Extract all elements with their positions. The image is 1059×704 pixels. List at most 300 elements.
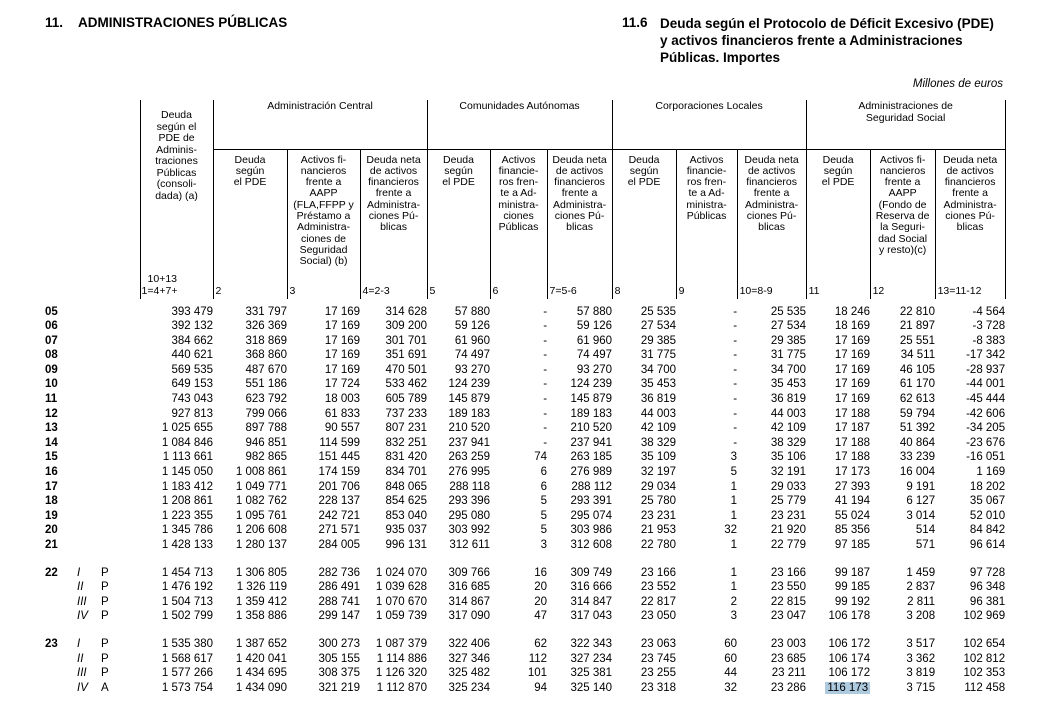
data-cell: 571 [915,539,936,551]
data-cell: 23 550 [770,581,807,594]
data-cell: 1 025 655 [161,422,214,435]
data-cell: 317 043 [570,610,613,623]
estimate-marker [101,305,140,320]
data-cell: 21 953 [640,524,677,537]
data-cell: 17 169 [324,349,361,362]
table-row-IV [45,681,1005,696]
data-cell: 17 169 [834,393,871,406]
col1-title-line: PDE de [158,132,195,144]
data-cell: 2 [730,595,738,608]
year-label: 13 [45,422,58,435]
estimate-marker: P [101,595,109,608]
data-cell: 309 766 [448,566,491,579]
year-label: 22 [45,566,58,579]
data-cell: 1 114 886 [376,652,428,665]
year-label [45,609,77,624]
data-cell: 533 462 [385,378,428,391]
data-cell: 74 [534,451,548,464]
data-cell: 17 188 [834,436,871,449]
data-cell: 23 745 [640,652,677,665]
column-header-line: de activos [747,164,796,177]
data-cell: 1 095 761 [235,509,288,522]
data-cell: 1 326 119 [236,581,288,594]
column-header-line: y resto)(c) [878,243,927,256]
year-label [45,681,77,696]
table-row-II [45,580,1005,595]
data-cell: 1 070 670 [375,595,428,608]
data-cell: 29 385 [770,334,807,347]
table-row-16 [45,465,1005,480]
data-cell: 32 [724,681,738,694]
column-header-line: Deuda neta [366,153,421,166]
data-cell: 23 003 [770,637,807,650]
data-cell: 314 867 [448,595,491,608]
column-number: 8 [614,285,621,298]
data-cell: 23 318 [640,681,677,694]
estimate-marker [101,480,140,495]
column-header-9 [676,149,737,299]
data-cell: 96 348 [969,581,1006,594]
data-cell: 189 183 [448,407,491,420]
data-cell: 42 109 [770,422,807,435]
column-header-line: Deuda [234,153,266,166]
quarter-label [77,377,101,392]
column-header-line: (Fondo de [878,198,927,211]
data-cell: 1 306 805 [235,566,288,579]
column-header-line: blicas [566,221,593,234]
data-cell: 1 420 041 [235,652,288,665]
table-body [45,299,1005,696]
table-row-08 [45,348,1005,363]
year-label: 06 [45,320,58,333]
data-cell: 44 003 [640,407,677,420]
column-header-line: Administra- [296,221,351,234]
data-cell: - [543,363,548,376]
column-header-12 [870,149,935,299]
estimate-marker [101,436,140,451]
column-number: 6 [492,285,499,298]
data-cell: 1 206 608 [235,524,288,537]
column-header-line: AAPP [888,187,917,200]
data-cell: 1 459 [906,566,936,579]
column-header-line: blicas [380,221,407,234]
data-cell: 35 109 [640,451,677,464]
data-cell: -8 383 [972,334,1006,347]
data-cell: 1 126 320 [375,667,428,680]
data-cell: 74 497 [576,349,613,362]
data-cell: 124 239 [448,378,491,391]
year-label: 20 [45,524,58,537]
data-cell: 23 231 [640,509,677,522]
data-cell: 124 239 [570,378,613,391]
quarter-label [77,523,101,538]
column-header-title [361,150,427,234]
data-cell: 831 420 [385,451,428,464]
column-header-line: blicas [758,221,785,234]
data-cell: 1 [730,581,738,594]
column-header-13 [935,149,1005,299]
data-cell: 946 851 [245,436,288,449]
data-cell: 60 [724,637,738,650]
data-cell: 106 174 [828,652,871,665]
data-cell: 99 192 [834,595,871,608]
data-cell: 1 577 266 [161,667,214,680]
data-cell: 18 003 [324,393,361,406]
column-header-title [871,150,935,257]
data-cell: 3 [540,539,548,551]
column-header-line: nancieros [879,164,926,177]
data-cell: - [733,422,738,435]
data-cell: 36 819 [640,393,677,406]
data-cell: 210 520 [570,422,613,435]
quarter-label [77,494,101,509]
quarter-label [77,450,101,465]
data-cell: 22 810 [899,305,936,318]
estimate-marker [101,392,140,407]
data-cell: 34 700 [770,363,807,376]
section-number: 11. [45,15,64,30]
data-cell: 331 797 [245,305,288,318]
data-cell: 1 [730,509,738,522]
data-cell: 25 551 [899,334,936,347]
data-cell: 848 065 [385,480,428,493]
table-row-05 [45,305,1005,320]
data-cell: 1 113 661 [162,451,214,464]
data-cell: 25 779 [770,495,807,508]
estimate-marker [101,509,140,524]
column-header-line: según [629,164,659,177]
column-header-line: ciones [503,209,534,222]
data-cell: 106 178 [828,610,871,623]
data-cell: 34 700 [640,363,677,376]
column-header-line: Deuda [443,153,474,166]
data-cell: 322 343 [570,637,613,650]
data-cell: 85 356 [834,524,871,537]
column-header-3 [287,149,360,299]
column-number: 12 [872,285,885,298]
data-cell: 325 482 [448,667,491,680]
year-label: 15 [45,451,58,464]
data-cell: 210 520 [448,422,491,435]
column-header-line: financieros [554,176,605,189]
column-header-line: Administra- [366,198,421,211]
data-cell: 276 995 [448,466,491,479]
group-header-line: Corporaciones Locales [655,100,763,112]
data-cell: 1 [730,566,738,579]
col1-title-line: (consoli- [156,178,197,190]
column-header-line: Activos [689,153,724,166]
data-cell: 303 992 [448,524,491,537]
data-cell: 314 628 [385,305,428,318]
data-cell: 96 614 [969,539,1006,551]
data-cell: 106 172 [828,667,871,680]
column-header-line: Administra- [943,198,997,211]
data-cell: 1 387 652 [235,637,288,650]
data-cell: 318 869 [245,334,288,347]
data-cell: 51 392 [899,422,936,435]
data-cell: 23 685 [770,652,807,665]
data-cell: 35 453 [640,378,677,391]
data-cell: 1 [730,539,738,551]
data-cell: 32 197 [640,466,677,479]
data-cell: 854 625 [385,495,428,508]
column-number: 2 [215,285,222,298]
column-header-title [677,150,737,223]
column-header-title [428,150,490,189]
data-cell: 1 568 617 [161,652,214,665]
selection-highlight: 116 173 [827,681,869,694]
table-title-lines [660,15,994,66]
data-cell: 40 864 [899,436,936,449]
data-cell: 263 185 [570,451,613,464]
data-cell: 17 724 [324,378,361,391]
estimate-marker [101,334,140,349]
table-row-15 [45,450,1005,465]
column-header-line: Deuda neta [552,153,607,166]
column-header-line: Activos fi- [879,153,926,166]
data-cell: 1 082 762 [235,495,288,508]
data-cell: 303 986 [570,524,613,537]
data-cell: 61 833 [324,407,361,420]
column-header-line: según [823,164,853,177]
data-cell: 29 033 [770,480,807,493]
data-cell: - [733,436,738,449]
data-cell: 106 172 [828,637,871,650]
quarter-label [77,538,101,553]
data-cell: 1 359 412 [235,595,288,608]
data-cell: 112 [528,652,548,665]
data-cell: 368 860 [245,349,288,362]
column-header-line: dad Social [878,232,928,245]
year-label [45,580,77,595]
year-label [45,666,77,681]
data-cell: 102 353 [963,667,1006,680]
year-label: 07 [45,334,58,347]
data-cell: 17 169 [324,305,361,318]
data-cell: 325 234 [448,681,491,694]
data-cell: 1 573 754 [161,681,214,694]
data-cell: 309 749 [570,566,613,579]
data-cell: 57 880 [454,305,491,318]
estimate-marker [101,494,140,509]
column-header-line: Préstamo a [296,209,351,222]
data-cell: 1 112 870 [376,681,428,694]
quarter-label: II [77,581,84,594]
column-header-line: frente a [884,176,921,189]
data-cell: -23 676 [966,436,1006,449]
data-cell: 832 251 [385,436,428,449]
data-cell: 41 194 [834,495,871,508]
year-label: 09 [45,363,58,376]
year-label: 05 [45,305,58,318]
quarter-label [77,305,101,320]
year-label [45,652,77,667]
group-header-4 [806,100,1005,149]
data-cell: - [543,334,548,347]
data-cell: 325 140 [570,681,613,694]
column-header-line: Seguridad [299,243,348,256]
estimate-marker [101,523,140,538]
column-header-line: financieros [746,176,797,189]
data-cell: 201 706 [318,480,361,493]
quarter-label [77,363,101,378]
column-header-line: financieros [368,176,419,189]
data-cell: 295 080 [448,509,491,522]
estimate-marker: P [101,652,109,665]
table-number: 11.6 [622,15,648,30]
data-cell: 309 200 [385,320,428,333]
data-cell: 1 145 050 [161,466,214,479]
table-row-06 [45,319,1005,334]
data-cell: 32 [724,524,738,537]
data-cell: 38 329 [770,436,807,449]
data-cell: 3 517 [906,637,936,650]
data-cell: 74 497 [454,349,491,362]
column-header-2 [213,149,287,299]
data-cell: 52 010 [969,509,1006,522]
quarter-label: II [77,652,84,665]
data-cell: 17 169 [834,349,871,362]
data-cell: 38 329 [640,436,677,449]
estimate-marker [101,465,140,480]
column-header-line: Deuda neta [744,153,799,166]
estimate-marker [101,348,140,363]
data-cell: 237 941 [448,436,491,449]
table-row-III [45,666,1005,681]
column-header-11 [806,149,870,299]
data-cell: 16 [534,566,548,579]
column-header-line: Públicas [686,209,727,222]
data-cell: 384 662 [171,334,214,347]
quarter-label [77,407,101,422]
data-cell: -16 051 [966,451,1006,464]
column-header-line: frente a [375,187,412,200]
data-cell: 55 024 [834,509,871,522]
data-cell: 22 779 [770,539,807,551]
data-cell: 284 005 [318,539,361,551]
table-row-IV [45,609,1005,624]
column-header-line: Reserva de [875,209,930,222]
data-cell: - [733,305,738,318]
quarter-label [77,421,101,436]
data-cell: 60 [724,652,738,665]
column-header-line: financie- [686,164,727,177]
spacer-row [45,624,1005,637]
quarter-label [77,319,101,334]
column-header-1 [140,100,213,299]
data-cell: 743 043 [171,393,214,406]
data-cell: 314 847 [570,595,613,608]
data-cell: 288 118 [449,480,491,493]
table-row-22I [45,566,1005,581]
data-cell: 316 666 [570,581,613,594]
column-header-title [613,150,676,189]
units-note: Millones de euros [912,78,1003,90]
group-header-3 [612,100,806,149]
table-row-12 [45,407,1005,422]
col1-title [141,100,213,202]
data-cell: 1 345 786 [161,524,214,537]
column-number: 10=8-9 [739,285,773,298]
data-cell: 59 794 [899,407,936,420]
data-table [45,100,1006,695]
column-header-line: frente a [305,176,342,189]
col1-title-line: traciones [155,155,198,167]
data-cell: 3 [730,451,738,464]
data-cell: 1 454 713 [161,566,214,579]
data-cell: 17 169 [834,363,871,376]
data-cell: 1 183 412 [161,480,214,493]
data-cell: 737 233 [385,407,428,420]
column-number: 11 [808,285,820,298]
data-cell: 3 362 [906,652,936,665]
column-header-4 [360,149,427,299]
column-header-8 [612,149,676,299]
data-cell: 23 063 [640,637,677,650]
column-header-line: ciones Pú- [746,209,797,222]
data-cell: 293 391 [570,495,613,508]
data-cell: 102 654 [963,637,1006,650]
col1-title-line: según el [156,120,197,133]
column-header-line: AAPP [309,187,338,200]
data-cell: 18 169 [834,320,871,333]
data-cell: 605 789 [385,393,428,406]
data-cell: 295 074 [570,509,613,522]
data-cell: 84 842 [969,524,1006,537]
column-number: 5 [429,285,436,298]
data-cell: 799 066 [245,407,288,420]
table-row-11 [45,392,1005,407]
col1-formula-line: 10+13 [147,273,178,285]
data-cell: 16 004 [899,466,936,479]
data-cell: 23 286 [770,681,807,694]
data-cell: 62 613 [899,393,936,406]
quarter-label [77,392,101,407]
data-cell: 61 170 [899,378,936,391]
data-cell: 17 169 [834,378,871,391]
data-cell: - [543,349,548,362]
column-header-line: Activos fi- [300,153,347,166]
column-header-line: Activos [501,153,536,166]
data-cell: 5 [730,466,738,479]
data-cell: 112 458 [964,681,1006,694]
year-label: 16 [45,466,58,479]
column-header-line: ros fren- [498,176,539,189]
data-cell: 237 941 [570,436,613,449]
data-cell: 1 476 192 [161,581,214,594]
data-cell: 57 880 [576,305,613,318]
column-number: 9 [678,285,685,298]
data-cell: 1 039 628 [375,581,428,594]
data-cell: 94 [534,681,548,694]
quarter-label: III [77,595,87,608]
data-cell: 551 186 [245,378,288,391]
data-cell: - [733,378,738,391]
data-cell: 22 780 [640,539,677,551]
data-cell: 1 059 739 [375,610,428,623]
data-cell: 327 234 [570,652,613,665]
data-cell: 32 191 [770,466,807,479]
data-cell: 27 393 [834,480,871,493]
estimate-marker: P [101,637,109,650]
data-cell: -42 606 [966,407,1006,420]
data-cell: 1 169 [976,466,1006,479]
column-header-line: frente a [561,187,598,200]
col1-title-line: Adminis- [156,143,197,156]
estimate-marker [101,363,140,378]
data-cell: 102 812 [963,652,1006,665]
data-cell: 1 008 861 [235,466,288,479]
